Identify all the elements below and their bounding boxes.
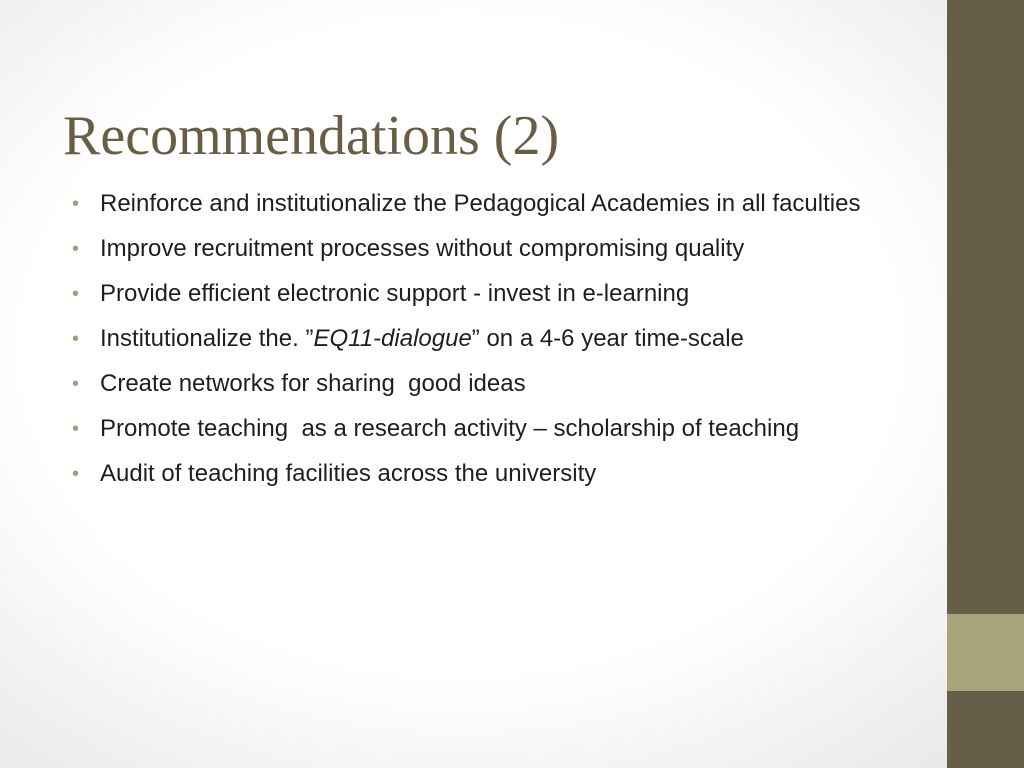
bullet-marker: • bbox=[72, 463, 80, 485]
bullet-text: Audit of teaching facilities across the university bbox=[100, 460, 597, 487]
side-accent-block bbox=[947, 614, 1024, 691]
bullet-text: Provide efficient electronic support - invest in e-learning bbox=[100, 280, 690, 307]
bullet-item bbox=[72, 456, 902, 492]
bullet-marker: • bbox=[72, 373, 80, 395]
bullet-text: Reinforce and institutionalize the Pedagogical Academies in all faculties bbox=[100, 190, 861, 217]
bullet-list bbox=[72, 186, 902, 501]
bullet-item bbox=[72, 321, 902, 357]
bullet-marker: • bbox=[72, 193, 80, 215]
bullet-marker: • bbox=[72, 328, 80, 350]
bullet-item bbox=[72, 186, 902, 222]
bullet-item bbox=[72, 411, 902, 447]
bullet-text: Create networks for sharing good ideas bbox=[100, 370, 526, 397]
bullet-text-suffix: ” on a 4-6 year time-scale bbox=[471, 325, 744, 352]
bullet-marker: • bbox=[72, 283, 80, 305]
bullet-marker: • bbox=[72, 418, 80, 440]
bullet-item bbox=[72, 231, 902, 267]
bullet-item bbox=[72, 276, 902, 312]
bullet-text-emphasis: EQ11-dialogue bbox=[313, 325, 472, 352]
bullet-text: Promote teaching as a research activity – scholarship of teaching bbox=[100, 415, 800, 442]
bullet-marker: • bbox=[72, 238, 80, 260]
slide-title: Recommendations (2) bbox=[63, 105, 560, 167]
bullet-text: Improve recruitment processes without compromising quality bbox=[100, 235, 745, 262]
bullet-item bbox=[72, 366, 902, 402]
bullet-text-prefix: Institutionalize the. ” bbox=[100, 325, 314, 352]
